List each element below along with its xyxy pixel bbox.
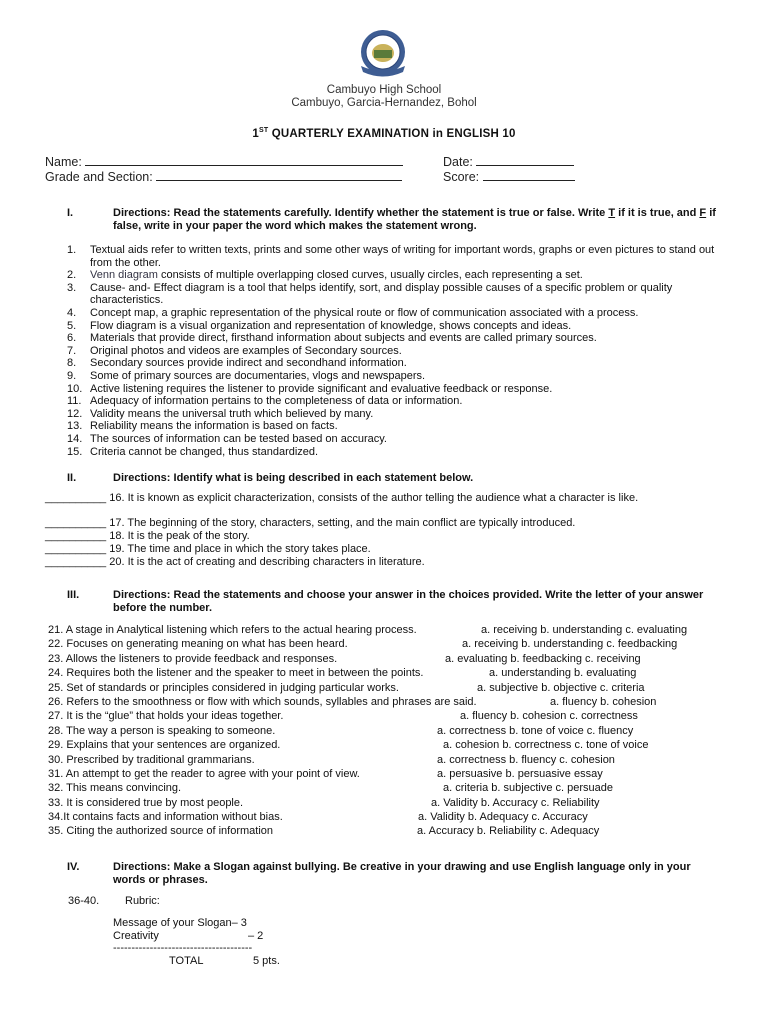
rubric-criterion: Message of your Slogan– 3 xyxy=(113,917,247,929)
part4-roman: IV. xyxy=(67,861,80,873)
date-field[interactable] xyxy=(443,155,574,169)
list-item: __________ 20. It is the act of creating and describing characters in literature. xyxy=(45,556,425,568)
list-item: 12. Validity means the universal truth which believed by many. xyxy=(67,407,374,420)
rubric-criterion-points: – 2 xyxy=(248,930,264,942)
list-item: __________ 18. It is the peak of the story. xyxy=(45,530,250,542)
part2-directions: Directions: Identify what is being described in each statement below. xyxy=(113,472,474,484)
part1-roman: I. xyxy=(67,207,74,219)
list-item: 33. It is considered true by most people. a. Validity b. Accuracy c. Reliability xyxy=(48,796,600,809)
list-item: 29. Explains that your sentences are organized. a. cohesion b. correctness c. tone of voice xyxy=(48,739,649,752)
part1-directions: Directions: Read the statements carefully. Identify whether the statement is true or false. Write T if it is true, and F if false, write in your paper the word which makes the statement wrong. xyxy=(113,207,716,232)
list-item: 10. Active listening requires the listener to provide significant and evaluative feedback or response. xyxy=(67,382,553,395)
name-label: Name: xyxy=(45,155,82,169)
list-item: 1. Textual aids refer to written texts, prints and some other ways of writing for important words, graphs or even pictures to stand out from the other. xyxy=(67,244,715,269)
score-label: Score: xyxy=(443,170,480,184)
list-item: __________ 17. The beginning of the story, characters, setting, and the main conflict are typically introduced. xyxy=(45,517,576,529)
score-field[interactable] xyxy=(443,170,575,184)
list-item: __________ 16. It is known as explicit characterization, consists of the author telling the audience what a character is like. xyxy=(45,492,639,504)
part1-items xyxy=(67,244,727,458)
school-address: Cambuyo, Garcia-Hernandez, Bohol xyxy=(291,97,477,109)
list-item: 34.It contains facts and information without bias. a. Validity b. Adequacy c. Accuracy xyxy=(48,811,588,824)
list-item: 35. Citing the authorized source of information a. Accuracy b. Reliability c. Adequacy xyxy=(48,825,600,838)
date-label: Date: xyxy=(443,155,473,169)
list-item: 31. An attempt to get the reader to agree with your point of view. a. persuasive b. persuasive essay xyxy=(48,767,603,780)
list-item: 24. Requires both the listener and the speaker to meet in between the points. a. understanding b. evaluating xyxy=(48,667,637,680)
list-item: 27. It is the “glue” that holds your ideas together. a. fluency b. cohesion c. correctness xyxy=(48,710,638,723)
list-item: 23. Allows the listeners to provide feedback and responses. a. evaluating b. feedbacking c. receiving xyxy=(48,652,641,665)
exam-title-superscript: ST xyxy=(259,127,269,134)
part3-items xyxy=(48,623,728,839)
score-blank[interactable] xyxy=(483,170,575,181)
grade-section-label: Grade and Section: xyxy=(45,170,153,184)
list-item: 11. Adequacy of information pertains to the completeness of data or information. xyxy=(67,395,463,408)
school-seal-logo xyxy=(351,26,415,82)
exam-title-ordinal: 1 xyxy=(252,127,259,140)
list-item: 2. Venn diagram consists of multiple overlapping closed curves, usually circles, each representing a set. xyxy=(67,269,583,282)
list-item: 26. Refers to the smoothness or flow with which sounds, syllables and phrases are said. a. fluency b. cohesion xyxy=(48,695,657,708)
rubric-total-points: 5 pts. xyxy=(253,955,280,967)
part4-directions: Directions: Make a Slogan against bullying. Be creative in your drawing and use English language only in your words or phrases. xyxy=(113,861,691,886)
list-item: 22. Focuses on generating meaning on what has been heard. a. receiving b. understanding c. feedbacking xyxy=(48,638,678,651)
list-item: 15. Criteria cannot be changed, thus standardized. xyxy=(67,445,319,458)
list-item: 21. A stage in Analytical listening which refers to the actual hearing process. a. receiving b. understanding c. evaluating xyxy=(48,624,688,636)
venn-diagram-term: Venn diagram xyxy=(90,269,158,282)
school-name: Cambuyo High School xyxy=(326,84,442,96)
part3-roman: III. xyxy=(67,589,80,601)
item-range: 36-40. xyxy=(68,895,100,907)
list-item: __________ 19. The time and place in which the story takes place. xyxy=(45,543,371,555)
part2-roman: II. xyxy=(67,472,77,484)
list-item: 13. Reliability means the information is based on facts. xyxy=(67,420,338,433)
rubric-divider: -------------------------------------- xyxy=(113,942,253,954)
list-item: 32. This means convincing. a. criteria b. subjective c. persuade xyxy=(48,782,613,795)
list-item: 28. The way a person is speaking to someone. a. correctness b. tone of voice c. fluency xyxy=(48,724,634,737)
list-item: 4. Concept map, a graphic representation of the physical route or flow of communication associated with a process. xyxy=(67,306,639,319)
exam-title xyxy=(0,127,768,140)
list-item: 9. Some of primary sources are documentaries, vlogs and newspapers. xyxy=(67,369,426,382)
list-item: 6. Materials that provide direct, firsthand information about subjects and events are called primary sources. xyxy=(67,332,597,345)
date-blank[interactable] xyxy=(476,155,574,166)
rubric-total-label: TOTAL xyxy=(169,955,204,967)
list-item: 14. The sources of information can be tested based on accuracy. xyxy=(67,432,387,445)
list-item: 3. Cause- and- Effect diagram is a tool that helps identify, sort, and display possible causes of a specific problem or quality characteristics. xyxy=(67,281,673,307)
rubric-label: Rubric: xyxy=(125,895,160,907)
part3-directions: Directions: Read the statements and choose your answer in the choices provided. Write the letter of your answer before the number. xyxy=(113,589,704,614)
grade-section-field[interactable] xyxy=(45,170,402,184)
list-item: 8. Secondary sources provide indirect and secondhand information. xyxy=(67,357,407,370)
list-item: 30. Prescribed by traditional grammarians. a. correctness b. fluency c. cohesion xyxy=(48,753,615,766)
list-item: 25. Set of standards or principles considered in judging particular works. a. subjective b. objective c. criteria xyxy=(48,681,645,694)
list-item: 5. Flow diagram is a visual organization and representation of knowledge, shows concepts and ideas. xyxy=(67,319,572,332)
list-item: 7. Original photos and videos are examples of Secondary sources. xyxy=(67,344,402,357)
name-field[interactable] xyxy=(45,155,403,169)
exam-title-text: QUARTERLY EXAMINATION in ENGLISH 10 xyxy=(268,127,516,140)
grade-section-blank[interactable] xyxy=(156,170,402,181)
rubric-criterion: Creativity xyxy=(113,930,159,942)
name-blank[interactable] xyxy=(85,155,403,166)
